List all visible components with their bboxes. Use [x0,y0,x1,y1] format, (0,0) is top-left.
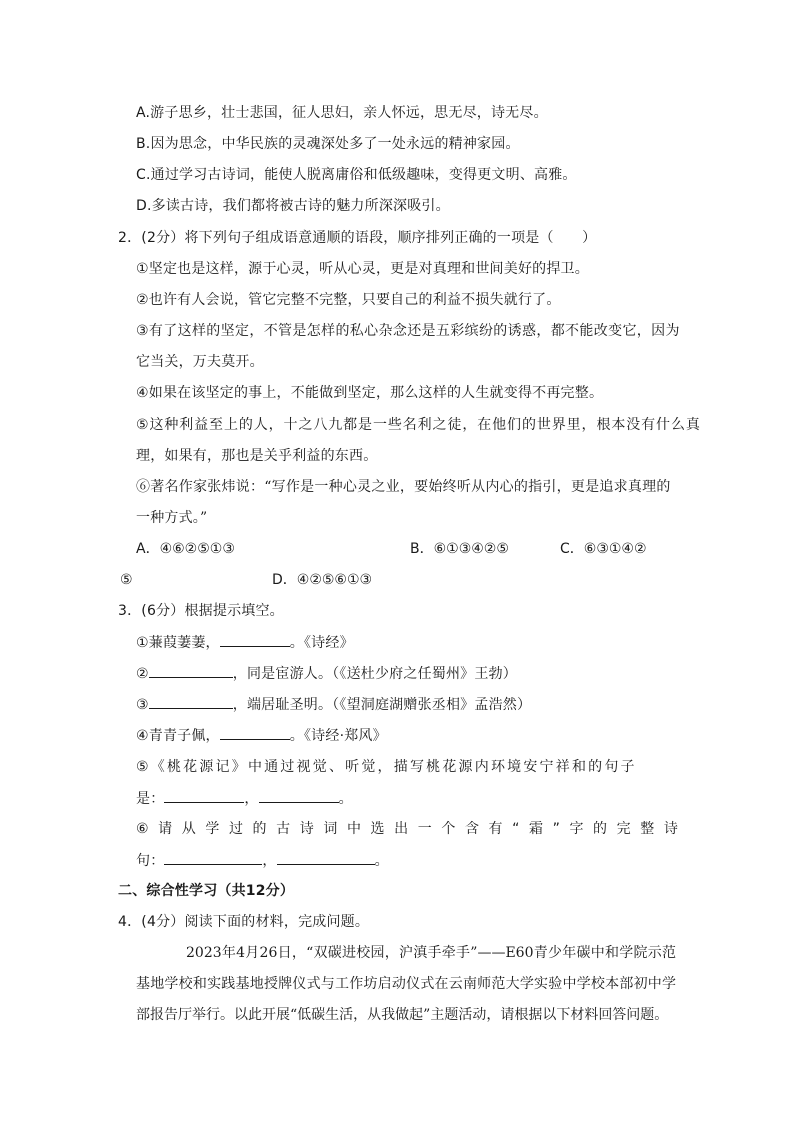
q1-option-c: C.通过学习古诗词，能使人脱离庸俗和低级趣味，变得更文明、高雅。 [136,167,577,183]
q2-sentence-6-line2: 一种方式。” [136,510,208,526]
q3-item-6-post: 。 [374,853,389,869]
q2-option-c: C．⑥③①④② [560,541,647,557]
q2-option-d: D．④②⑤⑥①③ [272,572,373,588]
q3-item-3 [136,694,531,715]
q3-blank-1[interactable] [220,632,290,647]
q2-sentence-6-line1: ⑥著名作家张炜说：“写作是一种心灵之业，要始终听从内心的指引，更是追求真理的 [136,479,671,495]
q3-item-4-pre: ④青青子佩， [136,728,220,744]
q3-stem: 3．(6分）根据提示填空。 [118,603,284,619]
q2-sentence-3-text: ③有了这样的坚定，不管是怎样的私心杂念还是五彩缤纷的诱惑，都不能改变它，因为 [136,323,680,339]
q2-sentence-3-line2: 它当关，万夫莫开。 [136,354,264,370]
q3-item-6-pre: 句： [136,853,165,869]
q3-item-2-pre: ② [136,666,149,682]
q3-blank-6b[interactable] [277,850,375,865]
q3-blank-3[interactable] [149,694,233,709]
q2-sentence-3-line1 [136,321,680,341]
q2-option-c-cont: ⑤ [120,572,133,588]
q3-item-5-line2 [136,788,353,809]
q3-item-1 [136,632,354,653]
q3-item-6-mid: ， [262,853,277,869]
q2-sentence-5-line2: 理，如果有，那也是关乎利益的东西。 [136,448,378,464]
section-2-heading: 二、综合性学习（共12分） [118,883,295,899]
q3-item-2-post: ，同是宦游人。（《送杜少府之任蜀州》王勃） [232,666,517,682]
q4-stem: 4．(4分）阅读下面的材料，完成问题。 [118,914,370,930]
q3-item-5-mid: ， [244,791,259,807]
q1-option-d: D.多读古诗，我们都将被古诗的魅力所深深吸引。 [136,198,450,214]
q4-passage: 2023年4月26日，“双碳进校园，沪滇手牵手”——E60青少年碳中和学院示范基地学校和实践基地授牌仪式与工作坊启动仪式在云南师范大学实验中学校本部初中学部报告厅举行。以此开展“低碳生活，从我做起”主题活动，请根据以下材料回答问题。 [136,945,676,1023]
q3-item-6-line2 [136,850,389,871]
q3-item-2 [136,663,517,684]
q3-blank-5b[interactable] [259,788,339,803]
q3-item-1-post: 。《诗经》 [289,635,354,651]
q3-item-3-post: ，端居耻圣明。（《望洞庭湖赠张丞相》孟浩然） [232,697,532,713]
q1-option-a: A.游子思乡，壮士悲国，征人思妇，亲人怀远，思无尽，诗无尽。 [136,105,548,121]
q1-option-b: B.因为思念，中华民族的灵魂深处多了一处永远的精神家园。 [136,136,520,152]
q3-blank-6a[interactable] [164,850,262,865]
q3-item-5-post: 。 [338,791,353,807]
q3-blank-4[interactable] [220,725,290,740]
q3-item-5-pre: 是： [136,791,165,807]
q2-sentence-4: ④如果在该坚定的事上，不能做到坚定，那么这样的人生就变得不再完整。 [136,385,604,401]
q3-item-6-line1: ⑥请从学过的古诗词中选出一个含有“霜”字的完整诗 [136,821,688,837]
q2-sentence-1: ①坚定也是这样，源于心灵，听从心灵，更是对真理和世间美好的捍卫。 [136,261,589,277]
q2-option-b: B．⑥①③④②⑤ [410,541,509,557]
q2-sentence-5-line1: ⑤这种利益至上的人，十之八九都是一些名利之徒，在他们的世界里，根本没有什么真 [136,417,701,433]
q3-item-1-pre: ①蒹葭萋萋， [136,635,220,651]
q3-item-3-pre: ③ [136,697,149,713]
q3-blank-2[interactable] [149,663,233,678]
q3-item-4 [136,725,387,746]
q2-sentence-2: ②也许有人会说，管它完整不完整，只要自己的利益不损失就行了。 [136,292,561,308]
q3-blank-5a[interactable] [164,788,244,803]
q2-option-a: A．④⑥②⑤①③ [136,541,235,557]
q3-item-4-post: 。《诗经·郑风》 [289,728,387,744]
q3-item-5-line1: ⑤《桃花源记》中通过视觉、听觉，描写桃花源内环境安宁祥和的句子 [136,759,637,775]
q2-stem: 2．(2分）将下列句子组成语意通顺的语段，顺序排列正确的一项是（ ） [118,230,597,246]
